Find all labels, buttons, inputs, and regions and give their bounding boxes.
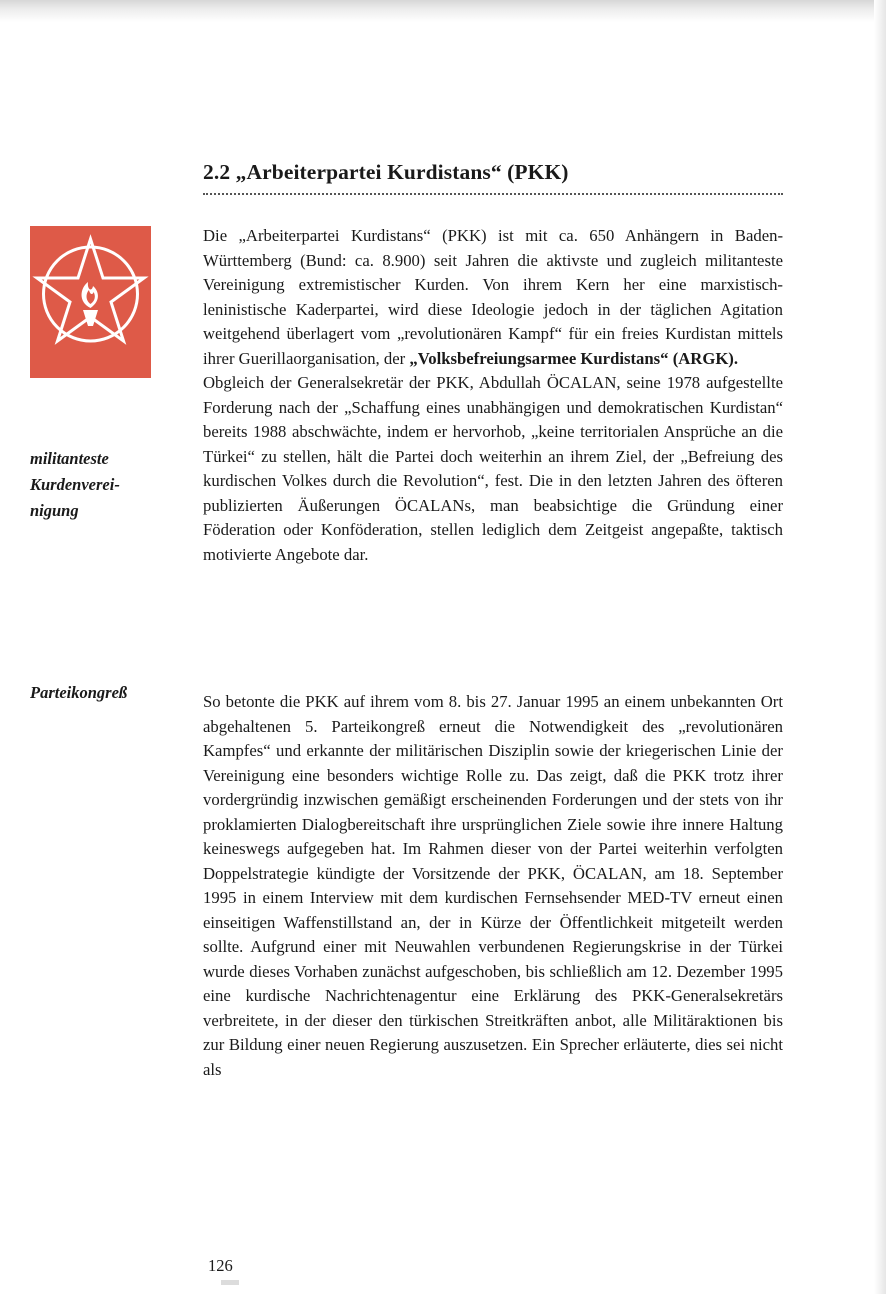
heading-divider [203,193,783,195]
scan-smudge [221,1280,239,1285]
paragraph-text: Die „Arbeiterpartei Kurdistans“ (PKK) ist mit ca. 650 Anhängern in Baden-Württemberg (Bund: ca. 8.900) seit Jahren die aktivste und zugleich militanteste Vereinigung extremistischer Kurden. Von ihrem Kern her eine marxistisch-leninistische Kaderpartei, wird diese Ideologie jedoch in der täglichen Agitation weitgehend überlagert vom „revolutionären Kampf“ für ein freies Kurdistan mittels ihrer Guerillaorganisation, der [203,226,783,368]
scan-shadow-top [0,0,886,22]
argk-emphasis: „Volksbefreiungsarmee Kurdistans“ (ARGK). [409,348,739,368]
page-number: 126 [208,1256,233,1275]
paragraph-text: Obgleich der Generalsekretär der PKK, Abdullah ÖCALAN, seine 1978 aufgestellte Forderung nach der „Schaffung eines unabhängigen und demokratischen Kurdistan“ bereits 1988 abschwächte, indem er hervorhob, „keine territorialen Ansprüche an die Türkei“ zu stellen, hält die Partei doch weiterhin an ihrem Ziel, der „Befreiung des kurdischen Volkes durch die Revolution“, fest. Die in den letzten Jahren des öfteren publizierten Äußerungen ÖCALANs, man beabsichtige die Gründung einer Föderation oder Konföderation, stellen lediglich dem Zeitgeist angepaßte, taktisch motivierte Angebote dar. [203,373,783,564]
paragraph-congress: So betonte die PKK auf ihrem vom 8. bis 27. Januar 1995 an einem unbekannten Ort abgehaltenen 5. Parteikongreß erneut die Notwendigkeit des „revolutionären Kampfes“ und erkannte der militärischen Disziplin sowie der kriegerischen Linie der Vereinigung eine besonders wichtige Rolle zu. Das zeigt, daß die PKK trotz ihrer vordergründig inzwischen gemäßigt erscheinenden Forderungen und der stets von ihr proklamierten Dialogbereitschaft ihre ursprünglichen Ziele sowie ihre innere Haltung keineswegs aufgegeben hat. Im Rahmen dieser von der Partei weiterhin verfolgten Doppelstrategie kündigte der Vorsitzende der PKK, ÖCALAN, am 18. September 1995 in einem Interview mit dem kurdischen Fernsehsender MED-TV erneut einen einseitigen Waffenstillstand an, der in Kürze der Öffentlichkeit mitgeteilt werden sollte. Aufgrund einer mit Neuwahlen verbundenen Regierungskrise in der Türkei wurde dieses Vorhaben zunächst aufgeschoben, bis schließlich am 12. Dezember 1995 eine kurdische Nachrichtenagentur eine Erklärung des PKK-Generalsekretärs verbreitete, in der dieser den türkischen Streitkräften anbot, alle Militäraktionen bis zur Bildung einer neuen Regierung auszusetzen. Ein Sprecher erläuterte, dies sei nicht als [203,692,783,1079]
scan-shadow-right [874,0,886,1294]
margin-note-party-congress: Parteikongreß [30,683,128,702]
section-heading: 2.2 „Arbeiterpartei Kurdistans“ (PKK) [203,160,569,184]
margin-note-line: nigung [30,501,79,520]
pkk-emblem-icon [30,226,151,378]
margin-note-line: militanteste [30,449,109,468]
margin-note-line: Kurdenverei- [30,475,120,494]
margin-note-militant [30,446,180,524]
paragraph-intro [203,224,783,567]
